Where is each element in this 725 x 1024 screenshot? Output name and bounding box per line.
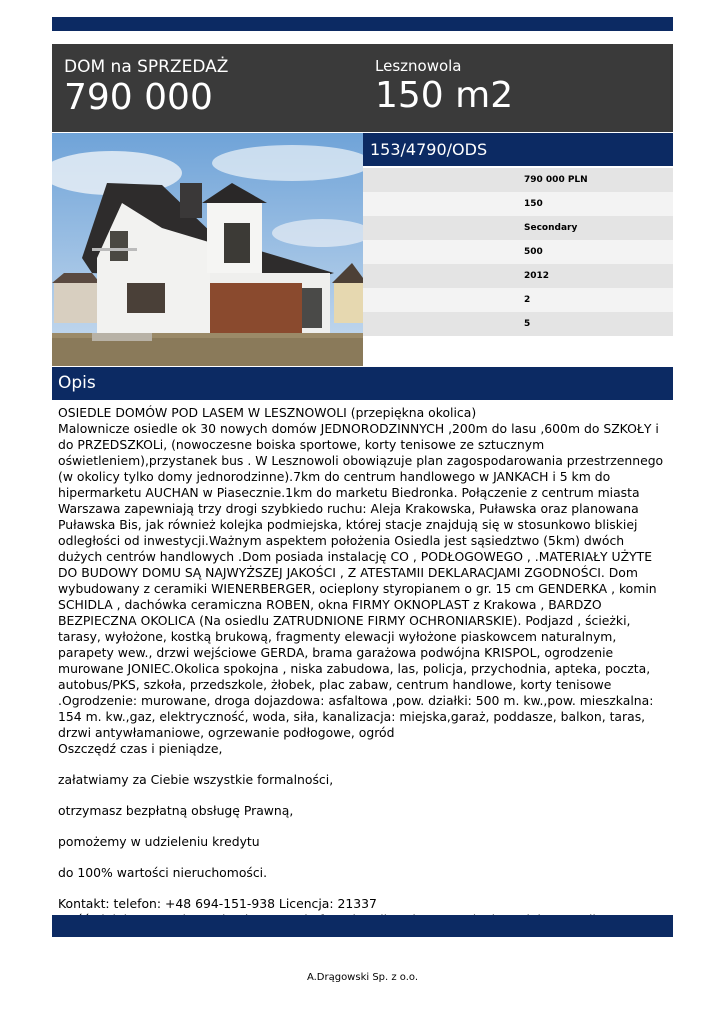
price: 790 000 xyxy=(64,77,213,118)
section-title: Opis xyxy=(58,373,96,393)
spec-value: 2 xyxy=(524,295,531,305)
spec-row xyxy=(363,168,673,192)
description-line: do 100% wartości nieruchomości. xyxy=(58,865,268,880)
top-bar xyxy=(52,17,673,31)
description-main: OSIEDLE DOMÓW POD LASEM W LESZNOWOLI (przepiękna okolica) Malownicze osiedle ok 30 nowych domów JEDNORODZINNYCH ,200m do lasu ,600m do SZKOŁY i do PRZEDSZKOLi, (nowoczesne boiska sportowe, korty tenisowe ze sztucznym oświetleniem),przystanek bus . W Lesznowoli obowiązuje plan zagospodarowania przestrzennego (w okolicy tylko domy jednorodzinne).7km do centrum handlowego w JANKACH i 5 km do hipermarketu AUCHAN w Piasecznie.1km do marketu Biedronka. Połączenie z centrum miasta Warszawa zapewniają trzy drogi szybkiedo ruchu: Aleja Krakowska, Puławska oraz planowana Puławska Bis, jak również kolejka podmiejska, której stacje znajdują się w stosunkowo bliskiej odległości od inwestycji.Ważnym aspektem położenia Osiedla jest sąsiedztwo (5km) dwóch dużych centrów handlowych .Dom posiada instalację CO , PODŁOGOWEGO , .MATERIAŁY UŻYTE DO BUDOWY DOMU SĄ NAJWYŻSZEJ JAKOŚCI , Z ATESTAMII DEKLARACJAMI ZGODNOŚCI. Dom wybudowany z ceramiki WIENERBERGER, ocieplony styropianem o gr. 15 cm GENDERKA , komin SCHIDLA , dachówka ceramiczna ROBEN, okna FIRMY OKNOPLAST z Krakowa , BARDZO BEZPIECZNA OKOLICA (Na osiedlu ZATRUDNIONE FIRMY OCHRONIARSKIE). Podjazd , ścieżki, tarasy, wyłożone, kostką brukową, fragmenty elewacji wyłożone piaskowcem naturalnym, parapety wew., drzwi wejściowe GERDA, brama garażowa podwójna KRISPOL, ogrodzenie murowane JONIEC.Okolica spokojna , niska zabudowa, las, policja, przychodnia, apteka, poczta, autobus/PKS, szkoła, przedszkole, żłobek, plac zabaw, centrum handlowe, korty tenisowe .Ogrodzenie: murowane, droga dojazdowa: asfaltowa ,pow. działki: 500 m. kw.,pow. mieszkalna: 154 m. kw.,gaz, elektryczność, woda, siła, kanalizacja: miejska,garaż, poddasze, balkon, taras, drzwi antywłamaniowe, ogrzewanie podłogowe, ogród Oszczędź czas i pieniądze, xyxy=(58,405,664,756)
section-header xyxy=(52,367,673,400)
spec-row xyxy=(363,192,673,216)
spec-value: 150 xyxy=(524,199,543,209)
description-line: załatwiamy za Ciebie wszystkie formalności, xyxy=(58,772,334,787)
spec-value: 5 xyxy=(524,319,531,329)
spec-value: 790 000 PLN xyxy=(524,175,588,185)
reference-bar xyxy=(363,133,673,166)
spec-row xyxy=(363,312,673,336)
location: Lesznowola xyxy=(375,57,462,75)
reference-number: 153/4790/ODS xyxy=(370,140,488,159)
footer-company: A.Drągowski Sp. z o.o. xyxy=(306,972,419,983)
contact-info: Kontakt: telefon: +48 694-151-938 Licencja: 21337 xyxy=(58,896,377,911)
specs-table xyxy=(363,168,673,336)
listing-header xyxy=(52,44,673,132)
description-line: pomożemy w udzieleniu kredytu xyxy=(58,834,260,849)
spec-row xyxy=(363,240,673,264)
spec-row xyxy=(363,264,673,288)
spec-value: Secondary xyxy=(524,223,578,233)
property-type: DOM na SPRZEDAŻ xyxy=(64,57,229,77)
spec-value: 2012 xyxy=(524,271,550,281)
spec-value: 500 xyxy=(524,247,543,257)
description-line: otrzymasz bezpłatną obsługę Prawną, xyxy=(58,803,294,818)
bottom-bar xyxy=(52,915,673,937)
house-photo xyxy=(52,133,363,366)
spec-row xyxy=(363,216,673,240)
spec-row xyxy=(363,288,673,312)
description xyxy=(58,405,670,928)
area: 150 m2 xyxy=(375,75,514,116)
